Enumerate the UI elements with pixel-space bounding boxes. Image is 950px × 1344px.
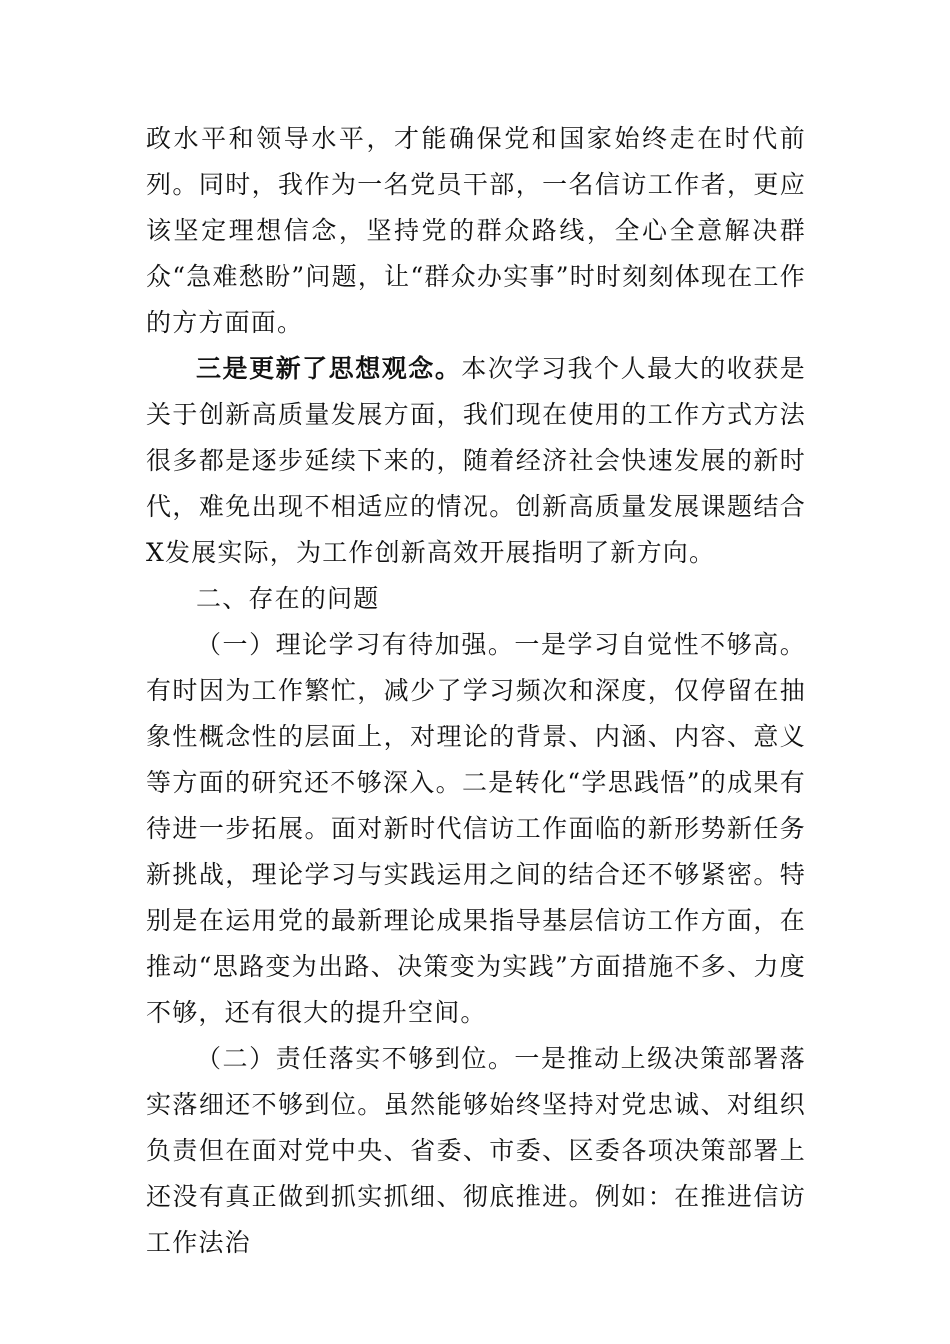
- paragraph-theory-study: （一）理论学习有待加强。一是学习自觉性不够高。有时因为工作繁忙，减少了学习频次和深度，仅停留在抽象性概念性的层面上，对理论的背景、内涵、内容、意义等方面的研究还不够深入。二是转化“学思践悟”的成果有待进一步拓展。面对新时代信访工作面临的新形势新任务新挑战，理论学习与实践运用之间的结合还不够紧密。特别是在运用党的最新理论成果指导基层信访工作方面，在推动“思路变为出路、决策变为实践”方面措施不多、力度不够，还有很大的提升空间。: [146, 630, 806, 1027]
- section-heading: 二、存在的问题: [196, 584, 380, 613]
- paragraph-body: 本次学习我个人最大的收获是关于创新高质量发展方面，我们现在使用的工作方式方法很多都是逐步延续下来的，随着经济社会快速发展的新时代，难免出现不相适应的情况。创新高质量发展课题结合X发展实际，为工作创新高效开展指明了新方向。: [146, 354, 806, 567]
- document-body: [146, 116, 806, 1266]
- paragraph-continued: 政水平和领导水平，才能确保党和国家始终走在时代前列。同时，我作为一名党员干部，一名信访工作者，更应该坚定理想信念，坚持党的群众路线，全心全意解决群众“急难愁盼”问题，让“群众办实事”时时刻刻体现在工作的方方面面。: [146, 124, 806, 337]
- paragraph-responsibility: （二）责任落实不够到位。一是推动上级决策部署落实落细还不够到位。虽然能够始终坚持对党忠诚、对组织负责但在面对党中央、省委、市委、区委各项决策部署上还没有真正做到抓实抓细、彻底推进。例如：在推进信访工作法治: [146, 1044, 806, 1257]
- paragraph-point-three: [146, 346, 806, 576]
- paragraph-lead-bold: 三是更新了思想观念。: [196, 354, 462, 383]
